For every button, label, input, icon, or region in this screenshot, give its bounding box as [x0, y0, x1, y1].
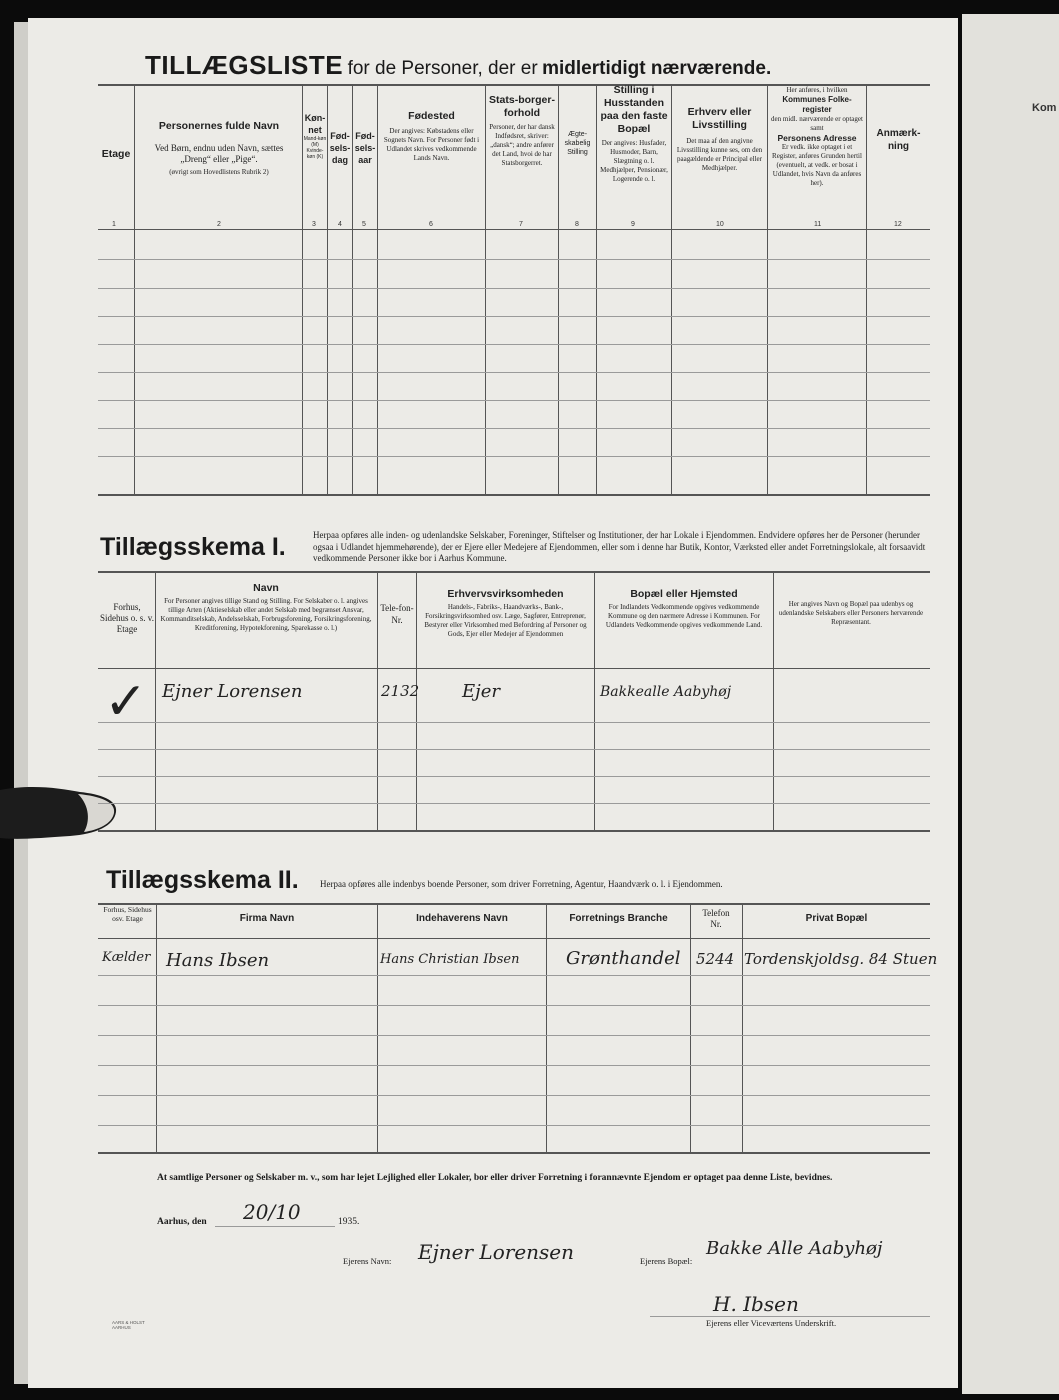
signature-label: Ejerens eller Viceværtens Underskrift.: [706, 1318, 837, 1328]
footer-statement: At samtlige Personer og Selskaber m. v., som har lejet Lejlighed eller Lokaler, bor eller driver Forretning i forannævnte Ejendom er optaget paa denne Liste, bevidnes.: [157, 1173, 833, 1183]
thumb-holding-page: [0, 782, 118, 842]
s2-row-etage: Kælder: [102, 950, 151, 965]
s1-row-erhverv: Ejer: [462, 681, 500, 702]
owner-name-label: Ejerens Navn:: [343, 1256, 392, 1266]
skema1-description: Herpaa opføres alle inden- og udenlandske Selskaber, Foreninger, Stiftelser og Institutioner, der har Lokale i Ejendommen. Endvidere opføres her de Personer (herunder ogsaa i Udlandet hjemmehørende), der er Ejere eller Medejere af Ejendommen, eller som i denne har Butik, Kontor, Værksted eller andet Forretningslokale, alt forsaavidt vedkommende Personer ikke bor i Aarhus Kommune.: [313, 530, 926, 563]
signature: H. Ibsen: [713, 1292, 799, 1316]
t1-col-fodselsdag: Fød-sels-dag: [329, 131, 351, 165]
s1-header-bottom: [98, 668, 930, 669]
s1-bottom-line: [98, 830, 930, 832]
t1-col-statsborger: Stats-borger-forhold Personer, der har dansk Indfødsret, skriver: „dansk“; andre anfører det Land, hvoi de har Statsborgerret.: [489, 94, 555, 167]
s1-col-etage: Forhus, Sidehus o. s. v. Etage: [100, 602, 154, 634]
s2-col-telefon: Telefon Nr.: [702, 908, 730, 929]
t1-col-fodselsaar: Fød-sels-aar: [354, 131, 376, 165]
t1-col-navn: Personernes fulde Navn Ved Børn, endnu uden Navn, sættes „Dreng“ eller „Pige“. (øvrigt som Hovedlistens Rubrik 2): [154, 120, 284, 176]
t1-col-kon: Køn-net Mand-køn (M) Kvinde-køn (K): [303, 113, 327, 160]
main-title: [145, 50, 771, 81]
s1-row-navn: Ejner Lorensen: [162, 681, 303, 702]
title-tillaegsliste: TILLÆGSLISTE: [145, 50, 344, 80]
adjacent-page: [962, 14, 1059, 1394]
s2-header-bottom: [98, 938, 930, 939]
t1-col-aegteskab: Ægte-skabelig Stilling: [564, 131, 591, 156]
s1-col-bopael: Bopæl eller Hjemsted For Indlandets Vedkommende opgives vedkommende Kommune og den nærmere Adresse i Kommunen. For Udlandets Vedkommende opgives vedkommende Land.: [605, 588, 763, 629]
s1-col-representant: Her angives Navn og Bopæl paa udenbys og udenlandske Selskabers eller Personers herværende Repræsentant.: [778, 600, 924, 626]
s1-top-line: [98, 571, 930, 573]
printer-mark: AARS & HOLST AARHUS: [112, 1320, 145, 1330]
s2-row-indehaver: Hans Christian Ibsen: [380, 952, 520, 967]
s2-row-branche: Grønthandel: [566, 948, 681, 969]
t1-col-etage: Etage: [101, 148, 131, 160]
t1-col-erhverv: Erhverv eller Livsstilling Det maa af den angivne Livsstilling kunne ses, om den paagældende er Principal eller Medhjælper.: [676, 106, 763, 172]
owner-address: Bakke Alle Aabyhøj: [706, 1238, 883, 1259]
date-line: [215, 1226, 335, 1227]
footer-year: 1935.: [338, 1217, 360, 1227]
owner-name: Ejner Lorensen: [418, 1240, 575, 1264]
footer-date: 20/10: [243, 1200, 301, 1224]
title-rest: for de Personer, der er: [347, 58, 538, 79]
s1-col-erhverv: Erhvervsvirksomheden Handels-, Fabriks-, Haandværks-, Bank-, Forsikringsvirksomhed osv. Læge, Sagfører, Entreprenør, Bestyrer eller Virksomhed med Befordring af Personer og Gods, Ejer eller Medejer af Ejendommen: [424, 588, 587, 638]
skema2-title: Tillægsskema II.: [106, 866, 299, 894]
skema1-title: Tillægsskema I.: [100, 533, 286, 561]
adjacent-page-text: Kom: [1032, 102, 1057, 114]
s1-checkmark: ✓: [104, 672, 148, 732]
s2-bottom-line: [98, 1152, 930, 1154]
s2-col-branche: Forretnings Branche: [569, 913, 668, 924]
title-bold: midlertidigt nærværende.: [542, 58, 772, 79]
t1-col-folkeregister: Her anføres, i hvilken Kommunes Folke-register den midl. nærværende er optaget samt Personens Adresse Er vedk. ikke optaget i et Register, anføres Grunden hertil (eventuelt, at vedk. er bosat i Udlandet, hvis Navn da anføres her).: [771, 86, 863, 187]
s2-row-firma: Hans Ibsen: [166, 950, 270, 971]
t1-col-fodested: Fødested Der angives: Købstadens eller Sognets Navn. For Personer født i Udlandet skrives vedkommende Lands Navn.: [383, 110, 480, 162]
signature-line: [650, 1316, 930, 1317]
skema2-description: Herpaa opføres alle indenbys boende Personer, som driver Forretning, Agentur, Haandværk o. l. i Ejendommen.: [320, 879, 723, 889]
t1-header-bottom: [98, 229, 930, 230]
s2-top-line: [98, 903, 930, 905]
footer-city: Aarhus, den: [157, 1217, 207, 1227]
t1-col-stilling: Stilling i Husstanden paa den faste Bopæl Der angives: Husfader, Husmoder, Barn, Slægtning o. l. Medhjælper, Pensionær, Logerende o. l.: [600, 84, 668, 183]
s1-row-telefon: 2132: [381, 682, 420, 700]
t1-col-anmaerkning: Anmærk-ning: [876, 128, 921, 152]
t1-bottom-line: [98, 494, 930, 496]
s2-col-etage: Forhus, Sidehus osv. Etage: [103, 905, 152, 923]
s2-row-telefon: 5244: [696, 950, 735, 968]
s1-row-bopael: Bakkealle Aabyhøj: [600, 684, 732, 700]
s2-row-bopael: Tordenskjoldsg. 84 Stuen: [744, 950, 938, 968]
s2-col-indehaver: Indehaverens Navn: [416, 913, 508, 924]
s1-col-telefon: Tele-fon-Nr.: [380, 603, 414, 625]
owner-address-label: Ejerens Bopæl:: [640, 1256, 693, 1266]
s1-col-navn: Navn For Personer angives tillige Stand og Stilling. For Selskaber o. l. angives tillige Arten (Aktieselskab eller andet Selskab med begrænset Ansvar, Kommanditselskab, Andelsselskab, Forbrugsforening, Forsikringsforening, Kreditforening, Hypotekforening, Sparekasse o. l.): [160, 582, 372, 632]
s2-col-firma: Firma Navn: [239, 913, 295, 924]
s2-col-privat-bopael: Privat Bopæl: [805, 913, 868, 924]
